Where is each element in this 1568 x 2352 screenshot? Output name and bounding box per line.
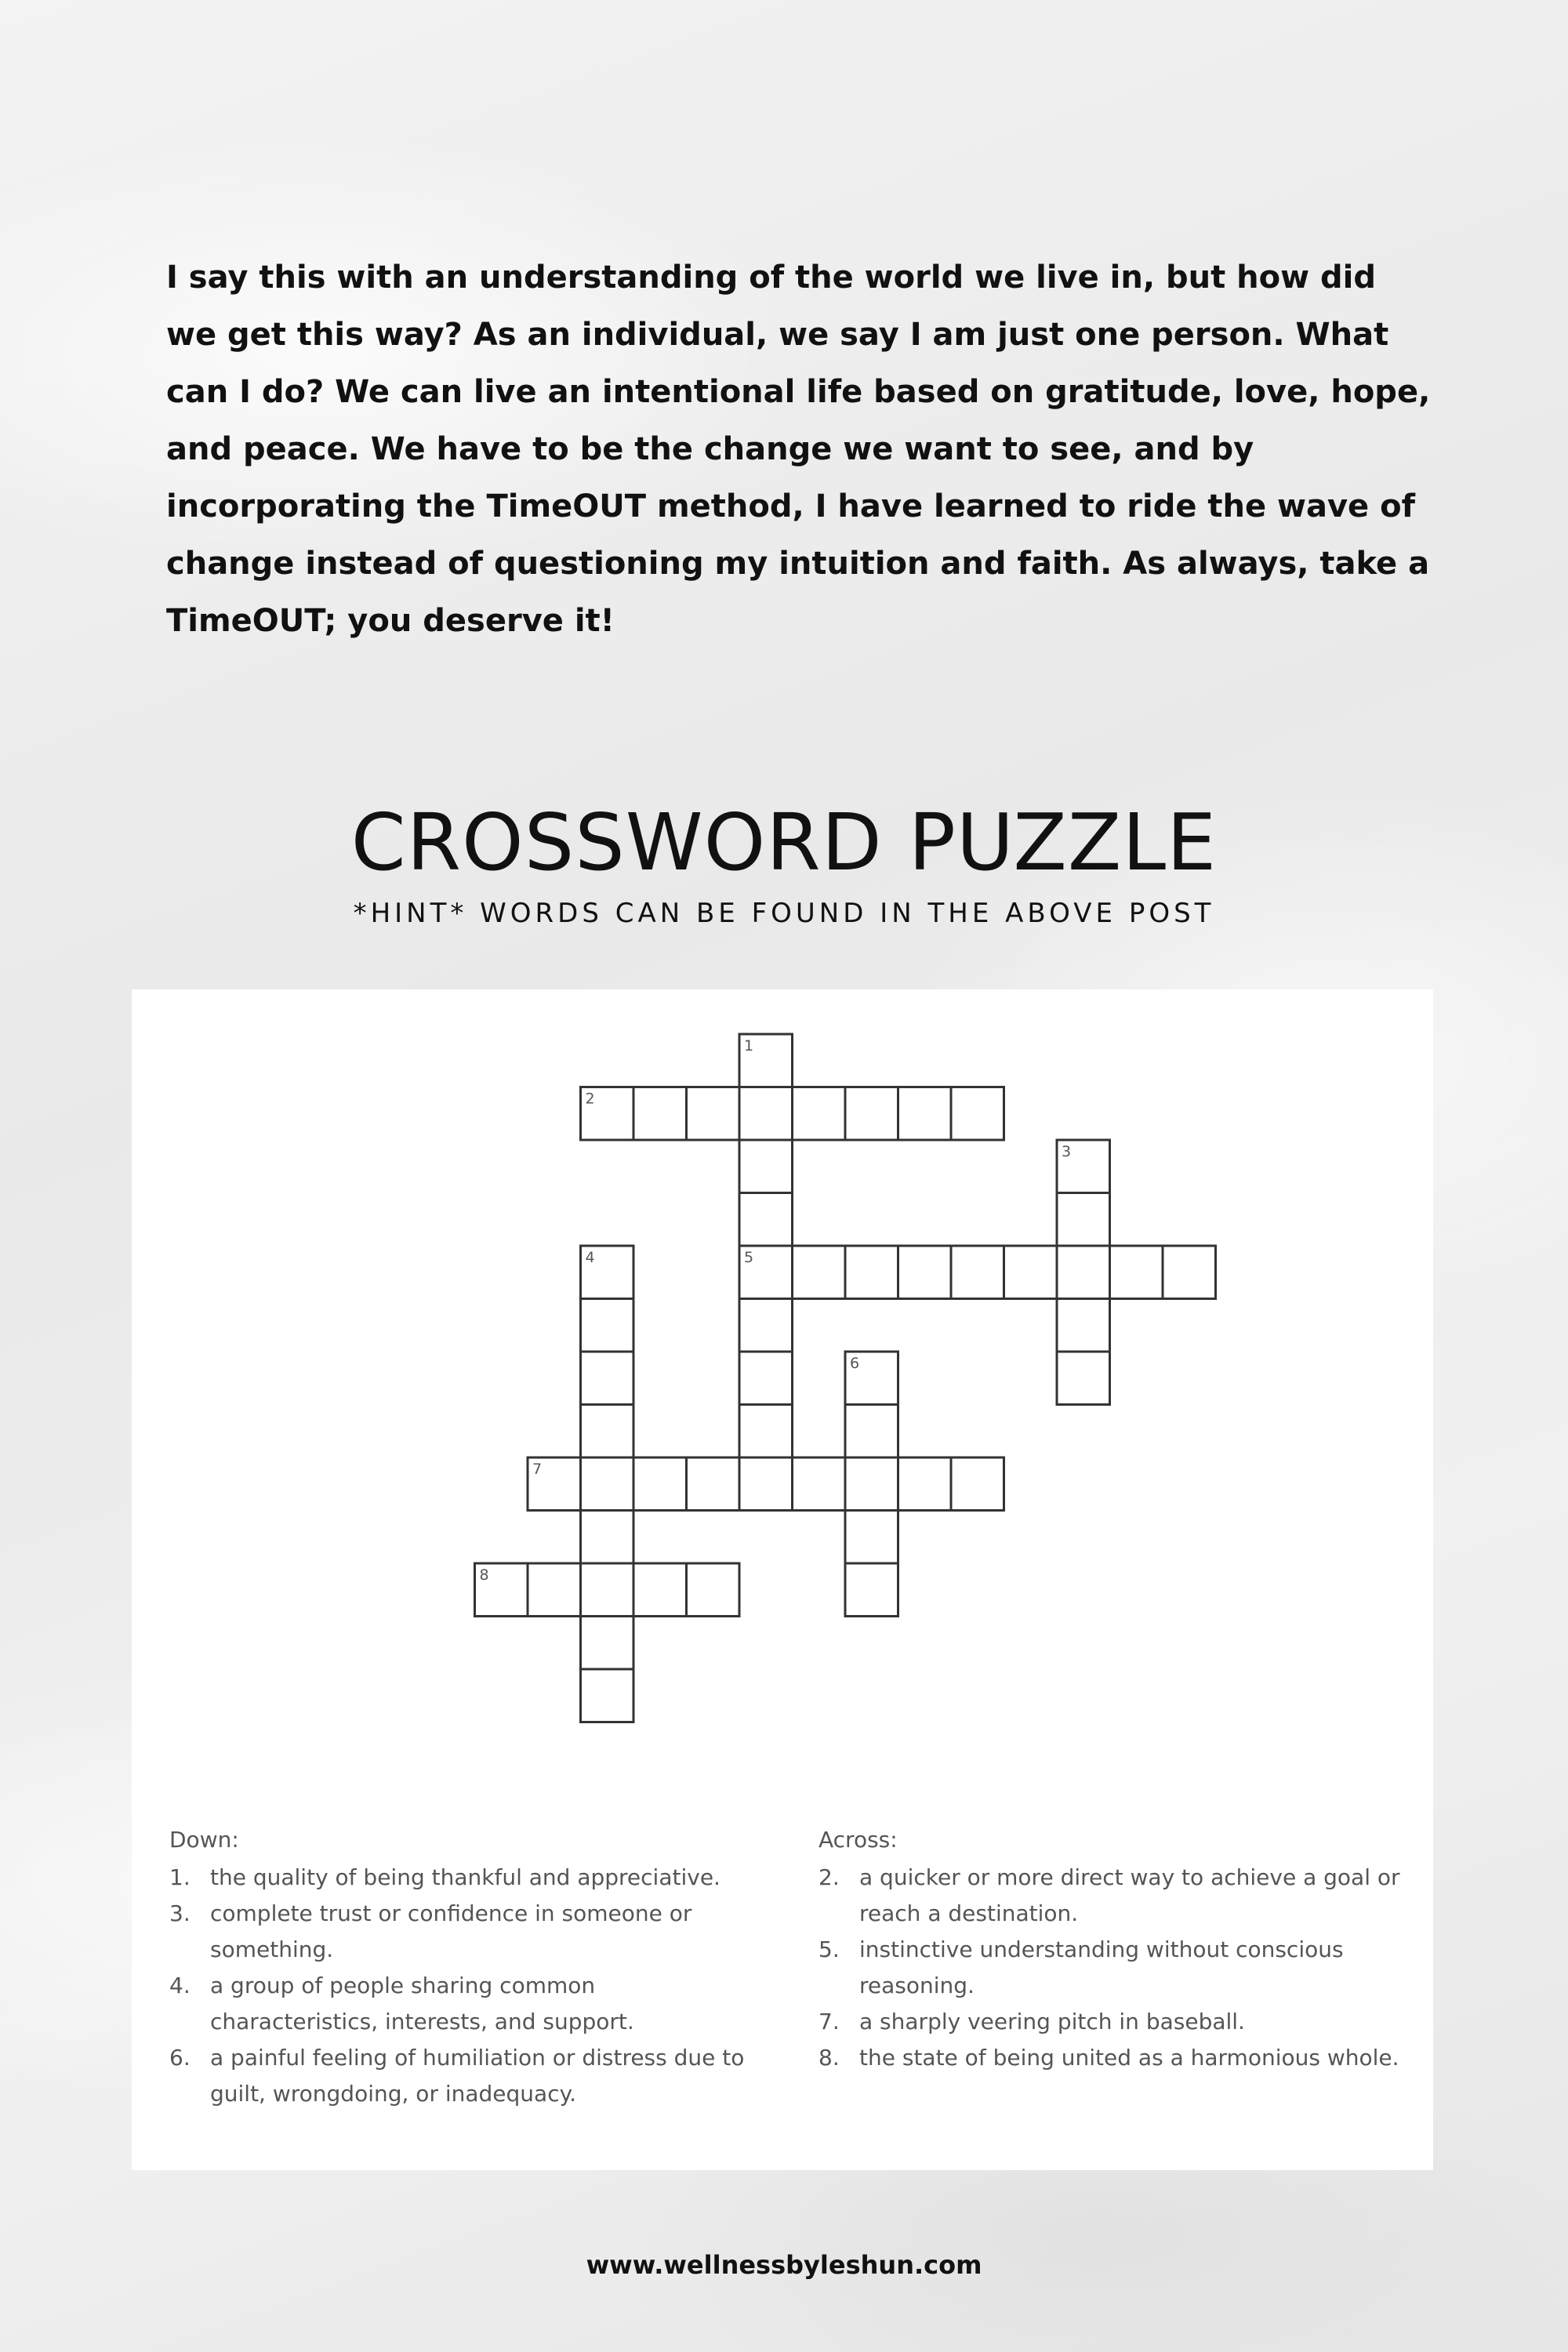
crossword-cell[interactable]	[1110, 1246, 1163, 1299]
crossword-cell[interactable]	[845, 1246, 898, 1299]
crossword-cell[interactable]	[898, 1457, 952, 1511]
clue-number: 5.	[818, 1936, 840, 1962]
crossword-cell[interactable]	[581, 1405, 634, 1458]
clue-number: 8.	[818, 2045, 840, 2071]
page-subtitle: *HINT* WORDS CAN BE FOUND IN THE ABOVE POST	[353, 898, 1215, 929]
clue-number: 2.	[818, 1864, 840, 1890]
clue-text: complete trust or confidence in someone or something.	[210, 1900, 692, 1962]
clue-item	[818, 2004, 1414, 2040]
intro-text: I say this with an understanding of the world we live in, but how did we get this way? As an individual, we say I am just one person. What can I do? We can live an intentional life based on gratitude, love, hope, and peace. We have to be the change we want to see, and by incorporating the TimeOUT method, I have learned to ride the wave of change instead of questioning my intuition and faith. As always, take a TimeOUT; you deserve it!	[166, 260, 1431, 639]
crossword-cell[interactable]	[951, 1087, 1004, 1141]
crossword-cell[interactable]	[898, 1087, 952, 1141]
crossword-cell[interactable]	[739, 1352, 793, 1405]
clue-text: the state of being united as a harmonious whole.	[859, 2045, 1399, 2071]
crossword-cell[interactable]	[951, 1457, 1004, 1511]
clue-text: the quality of being thankful and appreciative.	[210, 1864, 720, 1890]
crossword-cell[interactable]	[581, 1563, 634, 1617]
crossword-cell[interactable]	[1163, 1246, 1216, 1299]
crossword-cell[interactable]	[1004, 1246, 1058, 1299]
crossword-cell[interactable]	[793, 1087, 846, 1141]
crossword-cell[interactable]	[898, 1246, 952, 1299]
crossword-cell[interactable]	[1057, 1352, 1110, 1405]
crossword-cell[interactable]	[845, 1087, 898, 1141]
crossword-cell[interactable]	[845, 1563, 898, 1617]
crossword-cell[interactable]	[1057, 1246, 1110, 1299]
crossword-cell[interactable]	[633, 1457, 687, 1511]
crossword-cell[interactable]	[845, 1511, 898, 1564]
clue-item	[169, 1860, 765, 1896]
crossword-cell[interactable]	[581, 1457, 634, 1511]
clue-number-label: 1	[744, 1037, 754, 1054]
crossword-cell[interactable]	[739, 1087, 793, 1141]
crossword-cell[interactable]	[581, 1299, 634, 1352]
clue-number-label: 3	[1062, 1143, 1072, 1160]
crossword-cell[interactable]	[633, 1563, 687, 1617]
clue-number: 1.	[169, 1864, 191, 1890]
clue-number: 6.	[169, 2045, 191, 2071]
clue-text: a quicker or more direct way to achieve a goal or reach a destination.	[859, 1864, 1400, 1926]
down-clues	[169, 1822, 765, 2112]
clue-item	[818, 1932, 1414, 2004]
clue-text: a sharply veering pitch in baseball.	[859, 2009, 1245, 2034]
clue-number-label: 5	[744, 1249, 754, 1266]
page-title: CROSSWORD PUZZLE	[350, 797, 1218, 888]
clue-number-label: 8	[479, 1566, 489, 1584]
clue-number-label: 2	[585, 1090, 595, 1108]
clue-number-label: 4	[585, 1249, 595, 1266]
crossword-cell[interactable]	[739, 1299, 793, 1352]
crossword-cell[interactable]	[1057, 1299, 1110, 1352]
crossword-cell[interactable]	[793, 1246, 846, 1299]
clue-item	[818, 1860, 1414, 1932]
crossword-cell[interactable]	[739, 1193, 793, 1247]
clue-text: a painful feeling of humiliation or distress due to guilt, wrongdoing, or inadequacy.	[210, 2045, 745, 2107]
crossword-cell[interactable]	[845, 1405, 898, 1458]
crossword-cell[interactable]	[687, 1563, 740, 1617]
intro-paragraph	[166, 249, 1436, 650]
crossword-cell[interactable]	[845, 1457, 898, 1511]
crossword-cell[interactable]	[528, 1563, 581, 1617]
clue-number-label: 6	[850, 1355, 860, 1372]
across-clues	[818, 1822, 1414, 2076]
clue-number: 3.	[169, 1900, 191, 1926]
clue-text: a group of people sharing common characteristics, interests, and support.	[210, 1973, 634, 2034]
crossword-cell[interactable]	[1057, 1193, 1110, 1247]
clue-number-label: 7	[532, 1461, 543, 1478]
across-clues-heading: Across:	[818, 1827, 898, 1853]
footer-url: www.wellnessbyleshun.com	[586, 2250, 982, 2280]
crossword-cell[interactable]	[739, 1457, 793, 1511]
crossword-cell[interactable]	[633, 1087, 687, 1141]
crossword-panel	[132, 989, 1433, 2170]
crossword-cell[interactable]	[793, 1457, 846, 1511]
crossword-cell[interactable]	[739, 1140, 793, 1193]
down-clues-heading: Down:	[169, 1827, 239, 1853]
crossword-cell[interactable]	[581, 1669, 634, 1722]
clue-item	[169, 1896, 765, 1968]
crossword-cell[interactable]	[687, 1087, 740, 1141]
clue-number: 4.	[169, 1973, 191, 1998]
clue-text: instinctive understanding without conscious reasoning.	[859, 1936, 1344, 1998]
clue-item	[818, 2040, 1414, 2076]
crossword-cell[interactable]	[581, 1511, 634, 1564]
clue-item	[169, 1968, 765, 2040]
crossword-cell[interactable]	[581, 1352, 634, 1405]
crossword-grid	[132, 989, 1433, 1813]
clue-number: 7.	[818, 2009, 840, 2034]
crossword-cell[interactable]	[951, 1246, 1004, 1299]
crossword-cell[interactable]	[687, 1457, 740, 1511]
clue-item	[169, 2040, 765, 2112]
crossword-cell[interactable]	[581, 1617, 634, 1670]
crossword-cell[interactable]	[739, 1405, 793, 1458]
